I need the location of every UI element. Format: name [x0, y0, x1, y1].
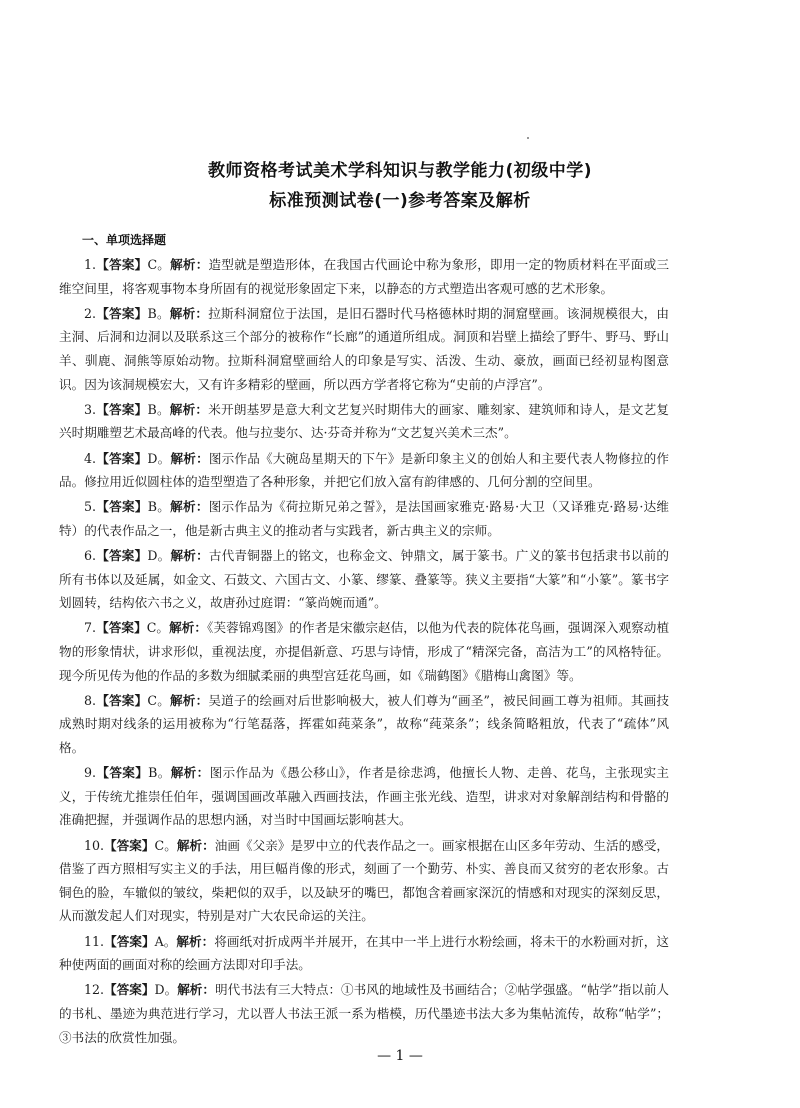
item-number: 6. — [84, 548, 97, 564]
answer-label: 【答案】 — [96, 401, 148, 417]
item-number: 11. — [84, 933, 105, 949]
answer-choice: B。 — [147, 305, 170, 321]
answer-choice: C。 — [147, 692, 170, 708]
item-number: 5. — [84, 499, 97, 515]
analysis-text: 将画纸对折成两半并展开，在其中一半上进行水粉绘画，将未干的水粉画对折，这种使两面的画面对称的绘画方法即对印手法。 — [59, 933, 670, 973]
document-title: 教师资格考试美术学科知识与教学能力(初级中学) — [207, 161, 593, 181]
answer-choice: D。 — [154, 982, 178, 998]
answer-choice: B。 — [148, 765, 171, 781]
answer-item-6: 6.【答案】D。解析：古代青铜器上的铭文，也称金文、钟鼎文，属于篆书。广义的篆书包括隶书以前的所有书体以及延属，如金文、石鼓文、六国古文、小篆、缪篆、叠篆等。狭义主要指“大篆”和“小篆”。篆书字划圆转，结构依六书之义，故唐孙过庭谓：“篆尚婉而通”。 — [59, 548, 670, 611]
answer-item-2: 2.【答案】B。解析：拉斯科洞窟位于法国，是旧石器时代马格德林时期的洞窟壁画。该洞规模很大，由主洞、后洞和边洞以及联系这三个部分的被称作“长廊”的通道所组成。洞顶和岩壁上描绘了野牛、野马、野山羊、驯鹿、洞熊等原始动物。拉斯科洞窟壁画给人的印象是写实、活泼、生动、豪放，画面已经初显构图意识。因为该洞规模宏大，又有许多精彩的壁画，所以西方学者将它称为“史前的卢浮宫”。 — [59, 305, 670, 392]
analysis-text: 造型就是塑造形体，在我国古代画论中称为象形，即用一定的物质材料在平面或三维空间里，将客观事物本身所固有的视觉形象固定下来，以静态的方式塑造出客观可感的艺术形象。 — [59, 257, 670, 296]
analysis-text: 吴道子的绘画对后世影响极大，被人们尊为“画圣”，被民间画工尊为祖师。其画技成熟时期对线条的运用被称为“行笔磊落，挥霍如莼菜条”，故称“莼菜条”；线条简略粗放，代表了“疏体”风格。 — [59, 692, 670, 756]
analysis-label: 解析 — [176, 837, 203, 853]
answer-choice: C。 — [146, 620, 170, 636]
analysis-text: 拉斯科洞窟位于法国，是旧石器时代马格德林时期的洞窟壁画。该洞规模很大，由主洞、后洞和边洞以及联系这三个部分的被称作“长廊”的通道所组成。洞顶和岩壁上描绘了野牛、野马、野山羊、驯鹿、洞熊等原始动物。拉斯科洞窟壁画给人的印象是写实、活泼、生动、豪放，画面已经初显构图意识。因为该洞规模宏大，又有许多精彩的壁画，所以西方学者将它称为“史前的卢浮宫”。 — [59, 305, 670, 392]
answer-item-3: 3.【答案】B。解析：米开朗基罗是意大利文艺复兴时期伟大的画家、雕刻家、建筑师和诗人，是文艺复兴时期雕塑艺术最高峰的代表。他与拉斐尔、达·芬奇并称为“文艺复兴美术三杰”。 — [59, 401, 670, 441]
answer-choice: B。 — [147, 401, 170, 417]
item-number: 2. — [84, 305, 97, 321]
answer-label: 【答案】 — [96, 305, 148, 321]
analysis-text: 古代青铜器上的铭文，也称金文、钟鼎文，属于篆书。广义的篆书包括隶书以前的所有书体以及延属，如金文、石鼓文、六国古文、小篆、缪篆、叠篆等。狭义主要指“大篆”和“小篆”。篆书字划圆转，结构依六书之义，故唐孙过庭谓：“篆尚婉而通”。 — [59, 548, 670, 611]
analysis-label: 解析 — [169, 305, 196, 321]
answer-choice: D。 — [147, 548, 171, 564]
analysis-text: 图示作品《大碗岛星期天的下午》是新印象主义的创始人和主要代表人物修拉的作品。修拉用近似圆柱体的造型塑造了各种形象，并把它们放入富有韵律感的、几何分割的空间里。 — [59, 450, 670, 490]
analysis-label: 解析 — [170, 692, 196, 708]
item-number: 10. — [84, 837, 105, 853]
item-number: 4. — [84, 450, 97, 466]
analysis-text: 米开朗基罗是意大利文艺复兴时期伟大的画家、雕刻家、建筑师和诗人，是文艺复兴时期雕塑艺术最高峰的代表。他与拉斐尔、达·芬奇并称为“文艺复兴美术三杰”。 — [59, 401, 670, 441]
answer-label: 【答案】 — [96, 450, 148, 466]
answer-choice: C。 — [147, 257, 171, 272]
answer-label: 【答案】 — [96, 257, 148, 272]
answer-label: 【答案】 — [96, 765, 149, 781]
item-number: 12. — [84, 982, 105, 998]
item-number: 3. — [84, 401, 97, 417]
analysis-text: 《芙蓉锦鸡图》的作者是宋徽宗赵佶，以他为代表的院体花鸟画，强调深入观察动植物的形象情状，讲求形似，重视法度，亦提倡新意、巧思与诗情，形成了“精深完备，高洁为工”的风格特征。现今所见传为他的作品的多数为细腻柔丽的典型宫廷花鸟画，如《瑞鹤图》《腊梅山禽图》等。 — [59, 620, 670, 683]
analysis-label: 解析 — [176, 933, 202, 949]
answer-label: 【答案】 — [104, 933, 155, 949]
answer-label: 【答案】 — [96, 620, 147, 636]
analysis-label: 解析 — [170, 765, 197, 781]
analysis-label: 解析 — [170, 548, 197, 564]
analysis-label: 解析 — [169, 401, 196, 417]
answer-choice: D。 — [147, 450, 171, 466]
item-number: 9. — [84, 765, 97, 781]
item-number: 8. — [84, 692, 97, 708]
answer-label: 【答案】 — [96, 692, 148, 708]
answer-item-11: 11.【答案】A。解析：将画纸对折成两半并展开，在其中一半上进行水粉绘画，将未干的水粉画对折，这种使两面的画面对称的绘画方法即对印手法。 — [59, 933, 670, 973]
answer-item-5: 5.【答案】B。解析：图示作品为《荷拉斯兄弟之誓》，是法国画家雅克·路易·大卫（又译雅克·路易·达维特）的代表作品之一，他是新古典主义的推动者与实践者，新古典主义的宗师。 — [59, 499, 670, 538]
answer-list — [59, 253, 669, 1051]
analysis-label: 解析 — [170, 499, 196, 515]
answer-item-4: 4.【答案】D。解析：图示作品《大碗岛星期天的下午》是新印象主义的创始人和主要代表人物修拉的作品。修拉用近似圆柱体的造型塑造了各种形象，并把它们放入富有韵律感的、几何分割的空间里。 — [59, 450, 670, 490]
analysis-text: 图示作品为《愚公移山》，作者是徐悲鸿，他擅长人物、走兽、花鸟，主张现实主义，于传统尤推崇任伯年，强调国画改革融入西画技法，作画主张光线、造型，讲求对对象解剖结构和骨骼的准确把握，并强调作品的思想内涵，对当时中国画坛影响甚大。 — [59, 765, 670, 828]
answer-item-9: 9.【答案】B。解析：图示作品为《愚公移山》，作者是徐悲鸿，他擅长人物、走兽、花鸟，主张现实主义，于传统尤推崇任伯年，强调国画改革融入西画技法，作画主张光线、造型，讲求对对象解剖结构和骨骼的准确把握，并强调作品的思想内涵，对当时中国画坛影响甚大。 — [59, 765, 670, 828]
answer-choice: B。 — [147, 499, 171, 515]
answer-item-12: 12.【答案】D。解析：明代书法有三大特点：①书风的地域性及书画结合；②帖学强盛。“帖学”指以前人的书札、墨迹为典范进行学习，尤以晋人书法王派一系为楷模，历代墨迹书法大多为集帖流传，故称“帖学”；③书法的欣赏性加强。 — [59, 982, 670, 1045]
item-number: 7. — [84, 620, 97, 636]
analysis-label: 解析 — [169, 620, 195, 636]
answer-item-8: 8.【答案】C。解析：吴道子的绘画对后世影响极大，被人们尊为“画圣”，被民间画工尊为祖师。其画技成熟时期对线条的运用被称为“行笔磊落，挥霍如莼菜条”，故称“莼菜条”；线条简略粗放，代表了“疏体”风格。 — [59, 692, 670, 756]
analysis-text: 图示作品为《荷拉斯兄弟之誓》，是法国画家雅克·路易·大卫（又译雅克·路易·达维特）的代表作品之一，他是新古典主义的推动者与实践者，新古典主义的宗师。 — [59, 499, 670, 538]
answer-label: 【答案】 — [96, 548, 148, 564]
analysis-text: 明代书法有三大特点：①书风的地域性及书画结合；②帖学强盛。“帖学”指以前人的书札、墨迹为典范进行学习，尤以晋人书法王派一系为楷模，历代墨迹书法大多为集帖流传，故称“帖学”；③书法的欣赏性加强。 — [59, 982, 670, 1045]
analysis-label: 解析 — [170, 450, 197, 466]
item-number: 1. — [84, 257, 97, 272]
answer-label: 【答案】 — [104, 982, 155, 998]
analysis-label: 解析 — [177, 982, 203, 998]
section-heading: 一、单项选择题 — [82, 233, 167, 247]
analysis-text: 油画《父亲》是罗中立的代表作品之一。画家根据在山区多年劳动、生活的感受，借鉴了西方照相写实主义的手法，用巨幅肖像的形式，刻画了一个勤劳、朴实、善良而又贫穷的老农形象。古铜色的脸，车辙似的皱纹，柴耙似的双手，以及缺牙的嘴巴，都饱含着画家深沉的情感和对现实的深刻反思，从而激发起人们对现实，特别是对广大农民命运的关注。 — [59, 837, 670, 924]
analysis-label: 解析 — [170, 257, 196, 272]
answer-item-7: 7.【答案】C。解析：《芙蓉锦鸡图》的作者是宋徽宗赵佶，以他为代表的院体花鸟画，强调深入观察动植物的形象情状，讲求形似，重视法度，亦提倡新意、巧思与诗情，形成了“精深完备，高洁为工”的风格特征。现今所见传为他的作品的多数为细腻柔丽的典型宫廷花鸟画，如《瑞鹤图》《腊梅山禽图》等。 — [59, 620, 670, 683]
answer-item-1: 1.【答案】C。解析：造型就是塑造形体，在我国古代画论中称为象形，即用一定的物质材料在平面或三维空间里，将客观事物本身所固有的视觉形象固定下来，以静态的方式塑造出客观可感的艺术形象。 — [59, 257, 670, 296]
scan-speck — [527, 137, 529, 139]
answer-choice: C。 — [154, 837, 177, 853]
page-number: — 1 — — [377, 1048, 423, 1064]
document-subtitle: 标准预测试卷(一)参考答案及解析 — [269, 191, 531, 211]
answer-choice: A。 — [154, 933, 177, 949]
answer-item-10: 10.【答案】C。解析：油画《父亲》是罗中立的代表作品之一。画家根据在山区多年劳动、生活的感受，借鉴了西方照相写实主义的手法，用巨幅肖像的形式，刻画了一个勤劳、朴实、善良而又贫穷的老农形象。古铜色的脸，车辙似的皱纹，柴耙似的双手，以及缺牙的嘴巴，都饱含着画家深沉的情感和对现实的深刻反思，从而激发起人们对现实，特别是对广大农民命运的关注。 — [59, 837, 670, 924]
answer-label: 【答案】 — [104, 837, 155, 853]
answer-label: 【答案】 — [96, 499, 148, 515]
